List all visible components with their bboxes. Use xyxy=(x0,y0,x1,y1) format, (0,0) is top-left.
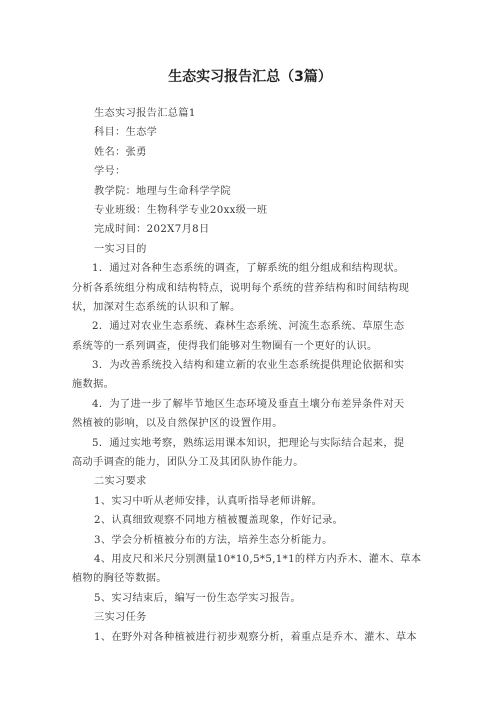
paragraph-line: 状，加深对生态系统的认识和了解。 xyxy=(72,301,241,313)
name-line: 姓名：张勇 xyxy=(94,146,147,158)
list-item: 2、认真细致观察不同地方植被覆盖现象，作好记录。 xyxy=(94,515,344,527)
list-item: 3、学会分析植被分布的方法，培养生态分析能力。 xyxy=(94,534,333,546)
paragraph-line: 然植被的影响，以及自然保护区的设置作用。 xyxy=(72,418,283,430)
section-heading-tasks: 三实习任务 xyxy=(94,612,147,624)
report-heading: 生态实习报告汇总篇1 xyxy=(94,108,196,119)
paragraph-line: 系统等的一系列调查，使得我们能够对生物圈有一个更好的认识。 xyxy=(72,340,378,352)
section-heading-requirements: 二实习要求 xyxy=(94,476,147,488)
list-item: 5、实习结束后，编写一份生态学实习报告。 xyxy=(94,592,302,604)
paragraph-line: 高动手调查的能力，团队分工及其团队协作能力。 xyxy=(72,457,304,469)
list-item: 4、用皮尺和米尺分别测量10*10,5*5,1*1的样方内乔木、灌木、草本 xyxy=(94,553,422,565)
section-heading-purpose: 一实习目的 xyxy=(94,243,147,255)
list-item-continuation: 植物的胸径等数据。 xyxy=(72,573,167,585)
completion-date-line: 完成时间：202X7月8日 xyxy=(94,224,210,236)
college-line: 教学院：地理与生命科学学院 xyxy=(94,185,231,197)
paragraph-line: 2．通过对农业生态系统、森林生态系统、河流生态系统、草原生态 xyxy=(92,321,405,333)
document-title: 生态实习报告汇总（3篇） xyxy=(168,69,332,85)
paragraph-line: 分析各系统组分构成和结构特点，说明每个系统的营养结构和时间结构现 xyxy=(72,282,410,294)
class-line: 专业班级：生物科学专业20xx级一班 xyxy=(94,204,268,216)
paragraph-line: 施数据。 xyxy=(72,379,115,391)
list-item: 1、在野外对各种植被进行初步观察分析，着重点是乔木、灌木、草本 xyxy=(94,631,417,643)
subject-line: 科目：生态学 xyxy=(94,127,158,139)
paragraph-line: 4．为了进一步了解毕节地区生态环境及垂直土壤分布差异条件对天 xyxy=(92,398,405,410)
list-item: 1、实习中听从老师安排，认真听指导老师讲解。 xyxy=(94,495,323,507)
document-body xyxy=(72,104,434,647)
paragraph-line: 5．通过实地考察，熟练运用课本知识，把理论与实际结合起来，提 xyxy=(92,437,405,449)
student-id-line: 学号： xyxy=(94,166,126,178)
paragraph-line: 1．通过对各种生态系统的调查，了解系统的组分组成和结构现状。 xyxy=(92,263,405,275)
paragraph-line: 3．为改善系统投入结构和建立新的农业生态系统提供理论依据和实 xyxy=(92,360,405,372)
